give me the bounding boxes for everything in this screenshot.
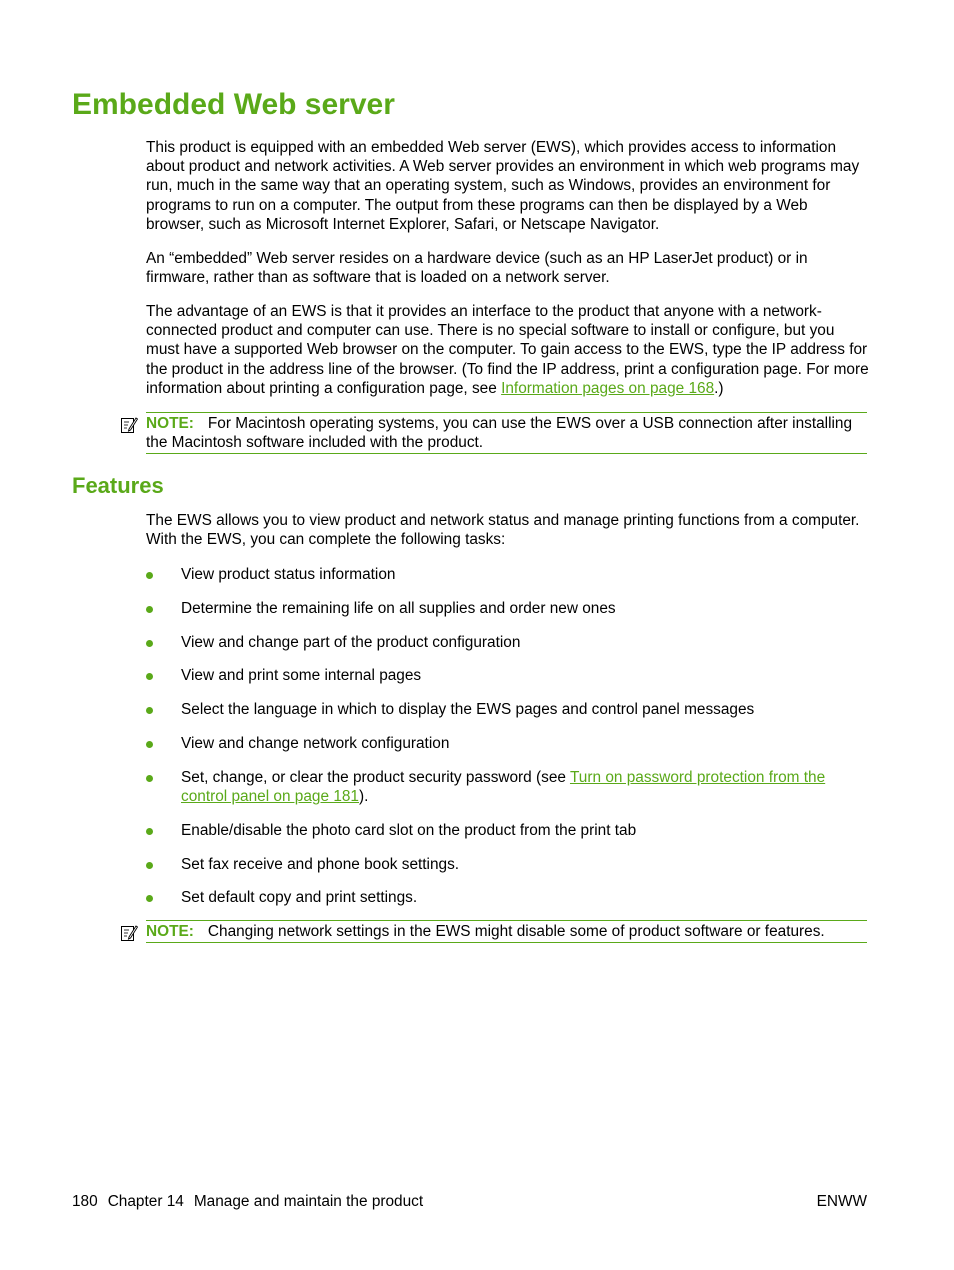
list-item (146, 565, 870, 584)
note-label: NOTE: (146, 415, 194, 432)
list-item-text: Determine the remaining life on all supplies and order new ones (181, 599, 616, 617)
intro-paragraph-1: This product is equipped with an embedded Web server (EWS), which provides access to information about product and network activities. A Web server provides an environment in which web programs may run, much in the same way that an operating system, such as Windows, provides an environment for programs to run on a computer. The output from these programs can then be displayed by a Web browser, such as Microsoft Internet Explorer, Safari, or Netscape Navigator. (146, 139, 860, 233)
list-item (146, 700, 870, 719)
note-pencil-icon (120, 924, 138, 942)
list-item-text: View and print some internal pages (181, 667, 422, 685)
features-intro: The EWS allows you to view product and network status and manage printing functions from a computer. With the EWS, you can complete the following tasks: (146, 512, 860, 549)
footer-right: ENWW (816, 1193, 867, 1210)
intro-paragraph-3-text: The advantage of an EWS is that it provides an interface to the product that anyone with a network-connected product and computer can use. There is no special software to install or configure, but you must have a supported Web browser on the computer. To gain access to the EWS, type the IP address for the product in the address line of the browser. (To find the IP address, print a configuration page. For more information about printing a configuration page, see (146, 303, 869, 397)
bullet-dot-icon (146, 572, 153, 579)
list-item-end: ). (359, 787, 369, 805)
note-label: NOTE: (146, 923, 194, 940)
note-network-settings (146, 920, 867, 943)
list-item-text: View product status information (181, 566, 396, 583)
list-item (146, 768, 870, 806)
list-item-text: Set default copy and print settings. (181, 889, 418, 907)
bullet-dot-icon (146, 707, 153, 714)
bullet-dot-icon (146, 895, 153, 902)
intro-paragraph-2: An “embedded” Web server resides on a hardware device (such as an HP LaserJet product) or in firmware, rather than as software that is loaded on a network server. (146, 250, 808, 287)
list-item-text: Select the language in which to display the EWS pages and control panel messages (181, 701, 755, 719)
list-item (146, 666, 870, 685)
features-heading: Features (72, 473, 164, 498)
note-macintosh (146, 412, 867, 454)
bullet-dot-icon (146, 775, 153, 782)
list-item-text: Set, change, or clear the product security password (see (181, 768, 570, 786)
list-item (146, 821, 870, 840)
list-item-text: Enable/disable the photo card slot on the product from the print tab (181, 821, 637, 839)
list-item (146, 734, 870, 753)
list-item-text: Set fax receive and phone book settings. (181, 855, 460, 873)
list-item (146, 633, 870, 652)
list-item-text: View and change part of the product configuration (181, 633, 521, 651)
bullet-dot-icon (146, 606, 153, 613)
information-pages-link[interactable]: Information pages on page 168 (501, 379, 715, 397)
bullet-dot-icon (146, 828, 153, 835)
list-item (146, 599, 870, 618)
password-protection-link[interactable]: Turn on password protection from the control panel on page 181 (181, 768, 826, 805)
bullet-dot-icon (146, 673, 153, 680)
note-pencil-icon (120, 416, 138, 434)
intro-paragraph-3 (146, 302, 870, 398)
page-title: Embedded Web server (72, 88, 395, 121)
bullet-dot-icon (146, 640, 153, 647)
note-text: For Macintosh operating systems, you can use the EWS over a USB connection after installing the Macintosh software included with the product. (146, 415, 853, 452)
footer-page-number: 180 (72, 1193, 98, 1210)
features-list (146, 565, 870, 922)
list-item (146, 855, 870, 874)
bullet-dot-icon (146, 741, 153, 748)
footer-chapter-title: Manage and maintain the product (193, 1193, 424, 1210)
footer-left (72, 1193, 433, 1211)
list-item (146, 888, 870, 907)
intro-paragraph-3-end: .) (714, 379, 724, 397)
footer-chapter: Chapter 14 (107, 1193, 184, 1210)
bullet-dot-icon (146, 862, 153, 869)
list-item-text: View and change network configuration (181, 734, 450, 752)
note-text: Changing network settings in the EWS might disable some of product software or features. (207, 923, 825, 940)
